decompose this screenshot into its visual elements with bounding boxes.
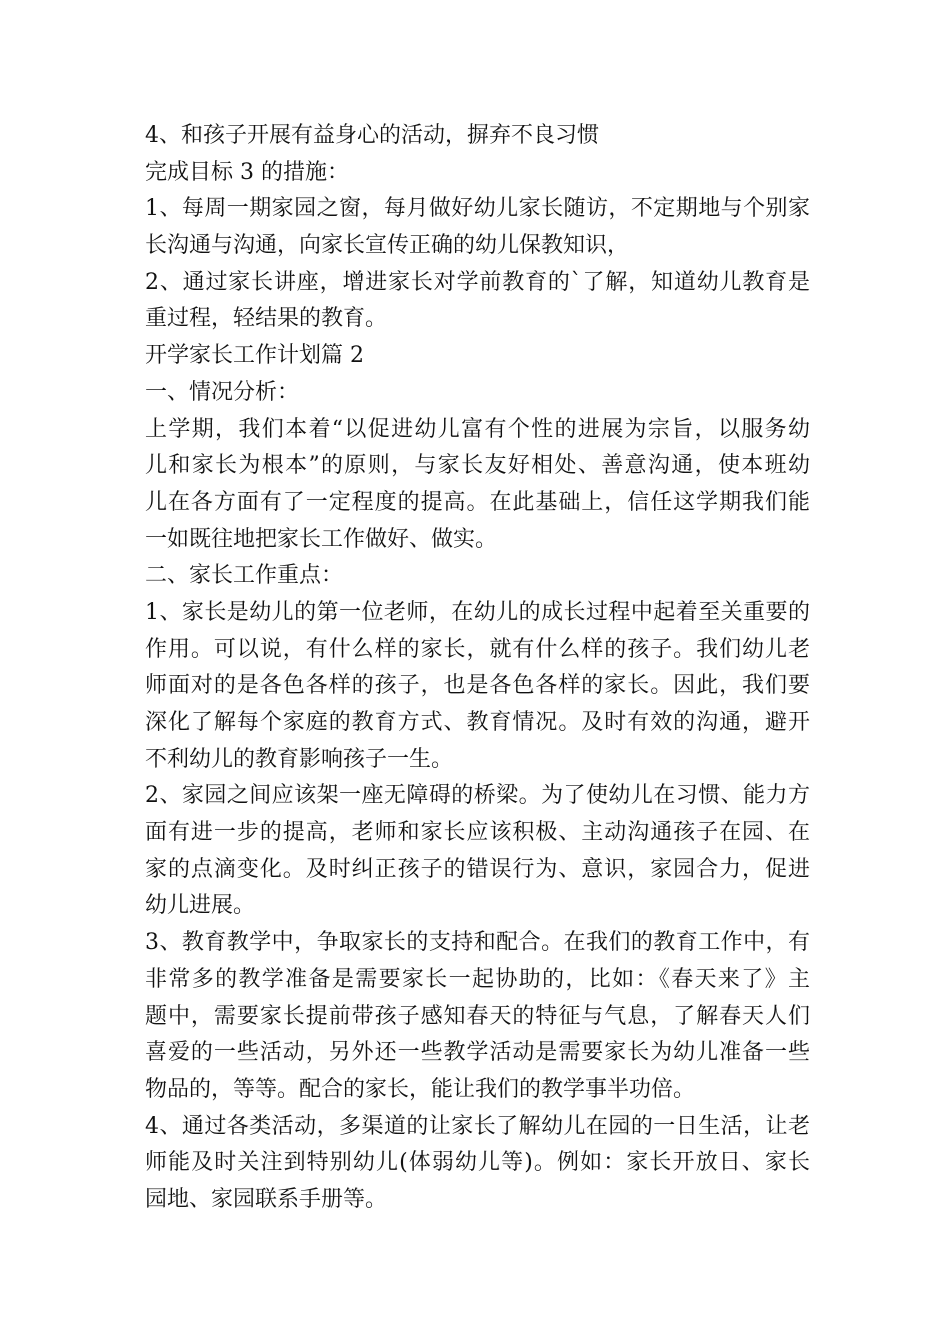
text-line: 2、家园之间应该架一座无障碍的桥梁。为了使幼儿在习惯、能力方	[145, 783, 810, 809]
section-heading: 开学家长工作计划篇 2	[145, 343, 364, 369]
text-line: 儿和家长为根本”的原则，与家长友好相处、善意沟通，使本班幼	[145, 453, 810, 479]
text-line: 上学期，我们本着“以促进幼儿富有个性的进展为宗旨，以服务幼	[145, 416, 810, 442]
text-line: 家的点滴变化。及时纠正孩子的错误行为、意识，家园合力，促进	[145, 856, 810, 882]
text-line: 长沟通与沟通，向家长宣传正确的幼儿保教知识，	[145, 233, 630, 259]
text-line: 4、通过各类活动，多渠道的让家长了解幼儿在园的一日生活，让老	[145, 1113, 810, 1139]
text-line: 1、家长是幼儿的第一位老师，在幼儿的成长过程中起着至关重要的	[145, 599, 810, 625]
subsection-heading: 二、家长工作重点：	[145, 563, 344, 589]
text-line: 1、每周一期家园之窗，每月做好幼儿家长随访，不定期地与个别家	[145, 196, 810, 222]
text-line: 作用。可以说，有什么样的家长，就有什么样的孩子。我们幼儿老	[145, 636, 810, 662]
document-body	[145, 118, 810, 1219]
text-line: 题中，需要家长提前带孩子感知春天的特征与气息，了解春天人们	[145, 1003, 810, 1029]
text-line: 重过程，轻结果的教育。	[145, 306, 388, 332]
text-line: 完成目标 3 的措施：	[145, 159, 349, 185]
text-line: 园地、家园联系手册等。	[145, 1186, 388, 1212]
text-line: 2、通过家长讲座，增进家长对学前教育的`了解，知道幼儿教育是	[145, 269, 810, 295]
text-line: 儿在各方面有了一定程度的提高。在此基础上，信任这学期我们能	[145, 489, 810, 515]
subsection-heading: 一、情况分析：	[145, 379, 300, 405]
text-line: 一如既往地把家长工作做好、做实。	[145, 526, 498, 552]
text-line: 3、教育教学中，争取家长的支持和配合。在我们的教育工作中，有	[145, 930, 810, 956]
text-line: 4、和孩子开展有益身心的活动，摒弃不良习惯	[145, 123, 599, 148]
text-line: 师能及时关注到特别幼儿(体弱幼儿等)。例如：家长开放日、家长	[145, 1150, 810, 1176]
text-line: 喜爱的一些活动，另外还一些教学活动是需要家长为幼儿准备一些	[145, 1040, 810, 1066]
text-line: 非常多的教学准备是需要家长一起协助的，比如：《春天来了》主	[145, 966, 810, 992]
text-line: 不利幼儿的教育影响孩子一生。	[145, 746, 454, 772]
text-line: 面有进一步的提高，老师和家长应该积极、主动沟通孩子在园、在	[145, 820, 810, 846]
text-line: 师面对的是各色各样的孩子，也是各色各样的家长。因此，我们要	[145, 673, 810, 699]
text-line: 深化了解每个家庭的教育方式、教育情况。及时有效的沟通，避开	[145, 710, 810, 735]
text-line: 物品的，等等。配合的家长，能让我们的教学事半功倍。	[145, 1076, 696, 1102]
text-line: 幼儿进展。	[145, 893, 256, 919]
